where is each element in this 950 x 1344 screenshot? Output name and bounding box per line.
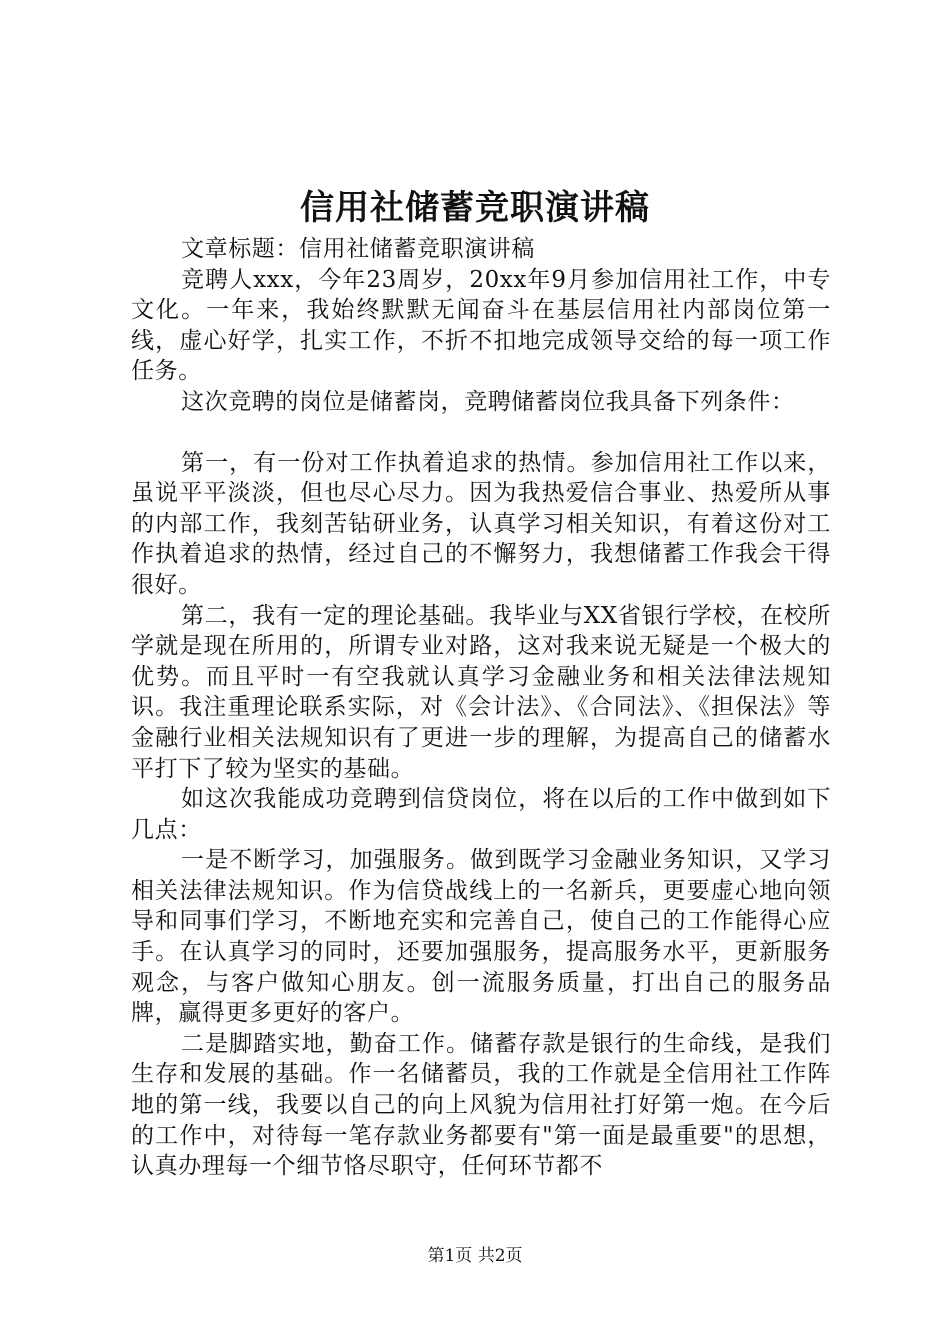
paragraph-point-one: 一是不断学习，加强服务。做到既学习金融业务知识，又学习相关法律法规知识。作为信贷战线上的一名新兵，更要虚心地向领导和同事们学习，不断地充实和完善自己，使自己的工作能得心应手。在认真学习的同时，还要加强服务，提高服务水平，更新服务观念，与客户做知心朋友。创一流服务质量，打出自己的服务品牌，赢得更多更好的客户。	[131, 847, 831, 1027]
paragraph-second-condition: 第二，我有一定的理论基础。我毕业与XX省银行学校，在校所学就是现在所用的，所谓专业对路，这对我来说无疑是一个极大的优势。而且平时一有空我就认真学习金融业务和相关法律法规知识。我注重理论联系实际，对《会计法》、《合同法》、《担保法》等金融行业相关法规知识有了更进一步的理解，为提高自己的储蓄水平打下了较为坚实的基础。	[131, 602, 831, 782]
paragraph-first-condition: 第一，有一份对工作执着追求的热情。参加信用社工作以来，虽说平平淡淡，但也尽心尽力。因为我热爱信合事业、热爱所从事的内部工作，我刻苦钻研业务，认真学习相关知识，有着这份对工作执着追求的热情，经过自己的不懈努力，我想储蓄工作我会干得很好。	[131, 449, 831, 598]
paragraph-point-two: 二是脚踏实地，勤奋工作。储蓄存款是银行的生命线，是我们生存和发展的基础。作一名储蓄员，我的工作就是全信用社工作阵地的第一线，我要以自己的向上风貌为信用社打好第一炮。在今后的工作中，对待每一笔存款业务都要有"第一面是最重要"的思想，认真办理每一个细节恪尽职守，任何环节都不	[131, 1030, 831, 1180]
document-body	[131, 234, 831, 1182]
article-title-line: 文章标题：信用社储蓄竞职演讲稿	[181, 236, 535, 262]
paragraph-position: 这次竞聘的岗位是储蓄岗，竞聘储蓄岗位我具备下列条件：	[181, 388, 795, 415]
page-number-footer: 第1页 共2页	[427, 1246, 523, 1266]
paragraph-plan-intro: 如这次我能成功竞聘到信贷岗位，将在以后的工作中做到如下几点：	[131, 786, 831, 843]
document-title: 信用社储蓄竞职演讲稿	[300, 188, 650, 228]
paragraph-intro: 竞聘人xxx，今年23周岁，20xx年9月参加信用社工作，中专文化。一年来，我始终默默无闻奋斗在基层信用社内部岗位第一线，虚心好学，扎实工作，不折不扣地完成领导交给的每一项工作任务。	[131, 266, 831, 385]
